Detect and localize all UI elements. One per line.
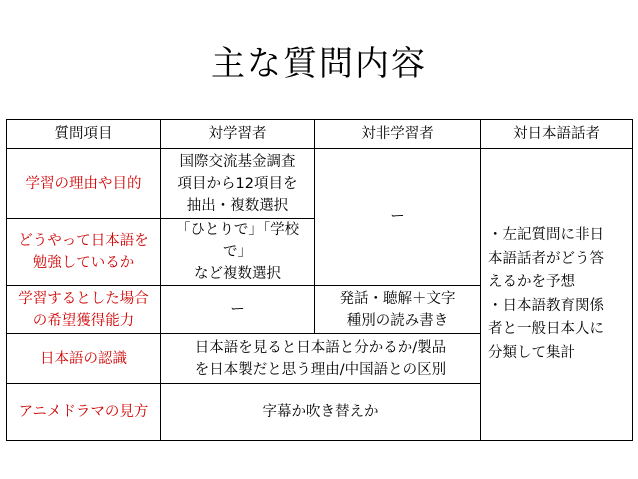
header-row (7, 120, 633, 149)
table-row (7, 149, 633, 219)
row-label-reason: 学習の理由や目的 (7, 149, 161, 219)
row-label-how-study: どうやって日本語を 勉強しているか (7, 219, 161, 286)
cell-non-learner-desired-ability: 発話・聴解＋文字 種別の読み書き (315, 286, 481, 334)
header-learner: 対学習者 (161, 120, 315, 149)
row-label-anime-drama: アニメドラマの見方 (7, 384, 161, 441)
cell-learner-desired-ability: ー (161, 286, 315, 334)
cell-learner-how-study: 「ひとりで」「学校で」 など複数選択 (161, 219, 315, 286)
header-non-learner: 対非学習者 (315, 120, 481, 149)
row-label-recognition: 日本語の認識 (7, 334, 161, 384)
cell-learner-reason: 国際交流基金調査 項目から12項目を 抽出・複数選択 (161, 149, 315, 219)
cell-recognition-merged: 日本語を見ると日本語と分かるか/製品 を日本製だと思う理由/中国語との区別 (161, 334, 481, 384)
slide-title: 主な質問内容 (211, 44, 427, 84)
cell-speaker-note: ・左記質問に非日 本語話者がどう答 えるかを予想 ・日本語教育関係 者と一般日本人に 分類して集計 (481, 149, 633, 441)
header-question-item: 質問項目 (7, 120, 161, 149)
cell-anime-drama-merged: 字幕か吹き替えか (161, 384, 481, 441)
header-japanese-speaker: 対日本語話者 (481, 120, 633, 149)
row-label-desired-ability: 学習するとした場合 の希望獲得能力 (7, 286, 161, 334)
question-table (6, 119, 633, 441)
cell-non-learner-merged: ー (315, 149, 481, 286)
